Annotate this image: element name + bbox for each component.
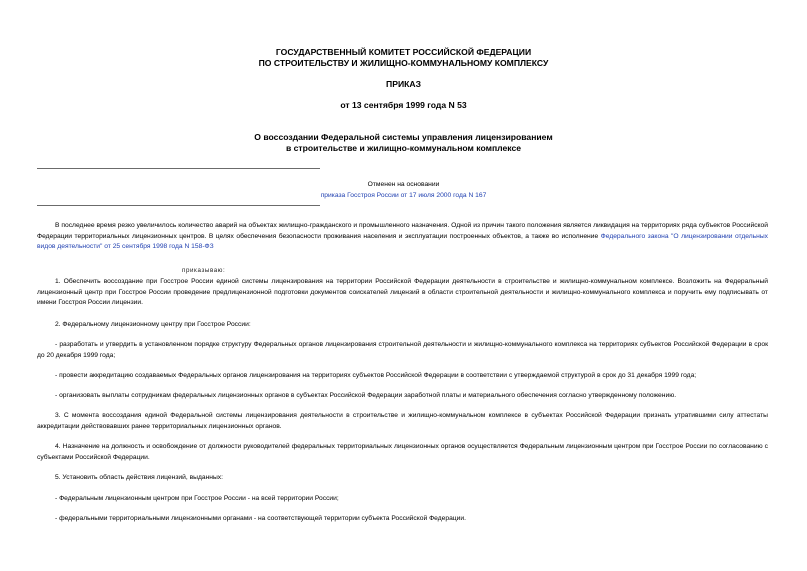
intro-paragraph (37, 221, 768, 253)
issuing-authority-line2: ПО СТРОИТЕЛЬСТВУ И ЖИЛИЩНО-КОММУНАЛЬНОМУ КОМПЛЕКСУ (258, 58, 549, 68)
intro-text: В последнее время резко увеличилось количество аварий на объектах жилищно-гражданского и промышленного назначения. Одной из причин такого положения является ликвидация на территориях ряда субъектов Российской Федерации территориальных лицензионных центров. В целях обеспечения безопасности проживания населения и эксплуатации построенных объектов, а также во исполнение (37, 222, 768, 240)
document-title-line1: О воссоздании Федеральной системы управления лицензированием (254, 132, 553, 142)
paragraph-5: 5. Установить область действия лицензий, выданных: (55, 474, 223, 481)
document-title-line2: в строительстве и жилищно-коммунальном комплексе (285, 143, 522, 153)
paragraph-3: 3. С момента воссоздания единой Федеральной системы лицензирования деятельности в строительстве и жилищно-коммунальном комплексе в субъектах Российской Федерации признать утратившими силу аттестаты аккредитации действовавших ранее территориальных лицензионных органов. (37, 412, 768, 430)
document-date-number: от 13 сентября 1999 года N 53 (340, 100, 467, 110)
issuing-authority-line1: ГОСУДАРСТВЕННЫЙ КОМИТЕТ РОССИЙСКОЙ ФЕДЕРАЦИИ (275, 47, 532, 57)
status-note-link-row (0, 191, 807, 200)
divider-bottom (37, 205, 320, 206)
paragraph-5b: - федеральными территориальными лицензионными органами - на соответствующей территории субъекта Российской Федерации. (55, 515, 466, 522)
paragraph-2: 2. Федеральному лицензионному центру при Госстрое России: (55, 321, 251, 328)
federal-law-link[interactable]: Федерального закона "О лицензировании отдельных видов деятельности" от 25 сентября 1998 года N 158-ФЗ (37, 232, 768, 251)
paragraph-2c: - организовать выплаты сотрудникам федеральных лицензионных органов в субъектах Российской Федерации заработной платы и материального обеспечения согласно утвержденному положению. (55, 392, 677, 399)
status-note: Отменен на основании (367, 181, 440, 188)
divider-top (37, 168, 320, 169)
paragraph-4: 4. Назначение на должность и освобождение от должности руководителей федеральных территориальных лицензионных органов осуществляется Федеральным лицензионным центром при Госстрое России по согласованию с субъектами Российской Федерации. (37, 443, 768, 461)
paragraph-2a: - разработать и утвердить в установленном порядке структуру Федеральных органов лицензирования строительной деятельности и жилищно-коммунального комплекса на территориях субъектов Российской Федерации в срок до 20 декабря 1999 года; (37, 341, 768, 359)
paragraph-5a: - Федеральным лицензионным центром при Госстрое России - на всей территории России; (55, 495, 339, 502)
prikazyvayu-label: приказываю: (182, 267, 226, 274)
paragraph-2b: - провести аккредитацию создаваемых Федеральных органов лицензирования на территориях субъектов Российской Федерации в соответствии с утверждаемой структурой в срок до 31 декабря 1999 года; (55, 372, 697, 379)
paragraph-1: 1. Обеспечить воссоздание при Госстрое России единой системы лицензирования на территории Российской Федерации деятельности в строительстве и жилищно-коммунальном комплексе. Возложить на Федеральный лицензионный центр при Госстрое России проведение предлицензионной подготовки документов соискателей лицензий в области строительной деятельности и жилищно-коммунального комплекса и поручить ему подписывать от имени Госстроя России лицензии. (37, 278, 768, 307)
document-type: ПРИКАЗ (386, 79, 421, 89)
cancellation-order-link[interactable]: приказа Госстроя России от 17 июля 2000 года N 167 (320, 192, 487, 199)
